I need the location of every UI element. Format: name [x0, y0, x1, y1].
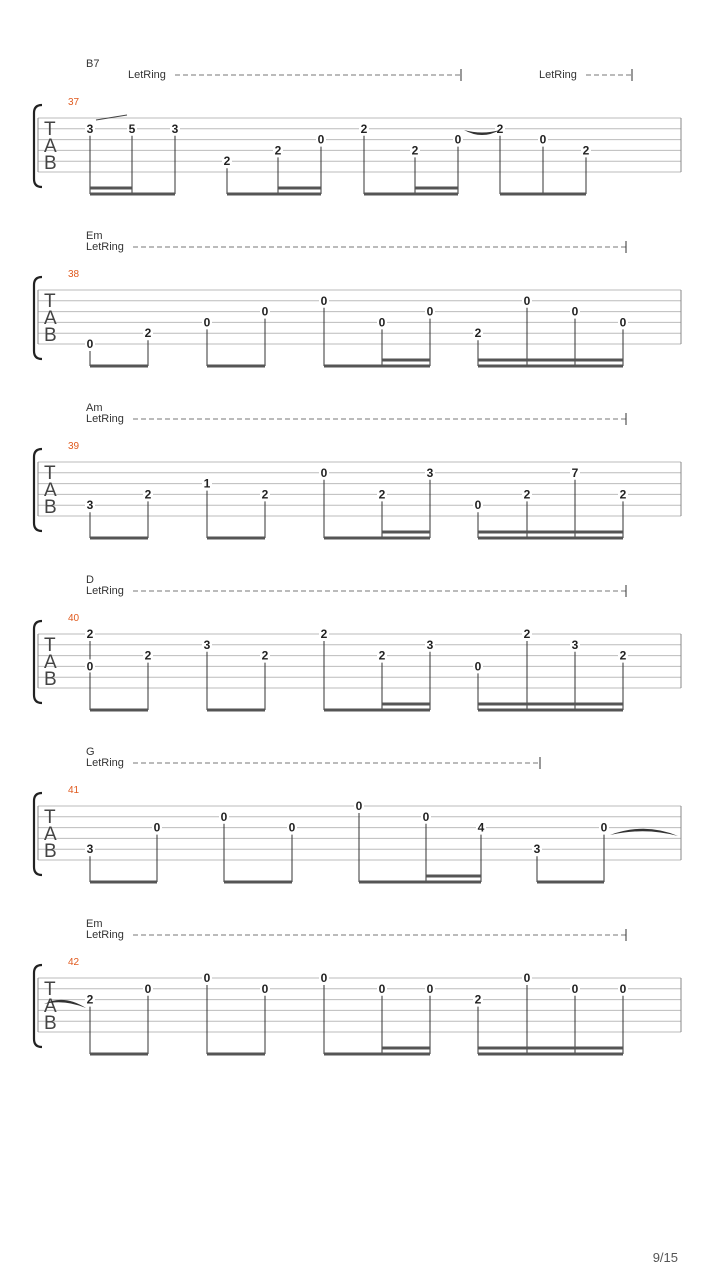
beam-secondary — [478, 359, 623, 362]
chord-name: G — [86, 746, 95, 758]
fret-number: 0 — [203, 315, 211, 330]
fret-number: 3 — [203, 637, 211, 652]
fret-number: 0 — [454, 132, 462, 147]
let-ring-label: LetRing — [128, 69, 166, 81]
fret-number: 0 — [619, 981, 627, 996]
chord-name: Em — [86, 230, 103, 242]
beam — [478, 1053, 623, 1056]
fret-number: 0 — [539, 132, 547, 147]
beam — [207, 537, 265, 540]
let-ring-label: LetRing — [86, 241, 124, 253]
beam — [478, 537, 623, 540]
fret-number: 3 — [86, 121, 94, 136]
tab-clef-letter: B — [44, 497, 57, 518]
beam — [90, 193, 175, 196]
beam — [227, 193, 321, 196]
fret-number: 0 — [474, 659, 482, 674]
beam-secondary — [278, 187, 321, 190]
beam — [324, 1053, 430, 1056]
fret-number: 2 — [411, 143, 419, 158]
tab-clef-letter: A — [44, 480, 57, 501]
beam — [224, 881, 292, 884]
beam — [478, 709, 623, 712]
beam — [364, 193, 458, 196]
fret-number: 0 — [203, 971, 211, 985]
fret-number: 2 — [523, 487, 531, 502]
fret-number: 5 — [128, 121, 136, 136]
beam — [207, 1053, 265, 1056]
tab-clef-letter: B — [44, 1013, 57, 1034]
fret-number: 2 — [144, 648, 152, 663]
tab-clef-letter: A — [44, 824, 57, 845]
fret-number: 0 — [355, 799, 363, 813]
beam-secondary — [478, 703, 623, 706]
fret-number: 0 — [571, 304, 579, 319]
fret-number: 3 — [426, 465, 434, 480]
fret-number: 0 — [320, 971, 328, 985]
chord-name: Em — [86, 918, 103, 930]
measure-number: 38 — [68, 269, 80, 280]
fret-number: 2 — [144, 487, 152, 502]
let-ring-label: LetRing — [86, 585, 124, 597]
beam — [90, 881, 157, 884]
fret-number: 2 — [86, 627, 94, 641]
fret-number: 0 — [288, 820, 296, 835]
fret-number: 2 — [523, 627, 531, 641]
fret-number: 2 — [360, 121, 368, 136]
fret-number: 0 — [523, 293, 531, 308]
fret-number: 1 — [203, 476, 211, 491]
measure-number: 42 — [68, 957, 80, 968]
beam — [359, 881, 481, 884]
fret-number: 0 — [571, 981, 579, 996]
fret-number: 3 — [571, 637, 579, 652]
beam — [90, 709, 148, 712]
fret-number: 4 — [477, 820, 485, 835]
fret-number: 0 — [378, 981, 386, 996]
fret-number: 0 — [220, 809, 228, 824]
fret-number: 0 — [523, 971, 531, 985]
beam — [207, 709, 265, 712]
beam — [207, 365, 265, 368]
tab-clef-letter: B — [44, 841, 57, 862]
fret-number: 0 — [600, 820, 608, 835]
fret-number: 0 — [474, 498, 482, 513]
measure-number: 37 — [68, 97, 80, 108]
beam — [90, 365, 148, 368]
measure-number: 39 — [68, 441, 80, 452]
beam-secondary — [90, 187, 132, 190]
fret-number: 0 — [422, 809, 430, 824]
fret-number: 2 — [378, 487, 386, 502]
fret-number: 0 — [317, 132, 325, 147]
tab-clef-letter: A — [44, 136, 57, 157]
fret-number: 2 — [261, 648, 269, 663]
beam-secondary — [382, 703, 430, 706]
tab-clef-letter: A — [44, 652, 57, 673]
fret-number: 2 — [223, 154, 231, 169]
fret-number: 0 — [426, 981, 434, 996]
measure-number: 41 — [68, 785, 80, 796]
fret-number: 0 — [619, 315, 627, 330]
fret-number: 2 — [474, 992, 482, 1007]
fret-number: 3 — [86, 842, 94, 857]
tab-clef-letter: T — [44, 635, 56, 656]
let-ring-label: LetRing — [86, 929, 124, 941]
fret-number: 3 — [533, 842, 541, 857]
fret-number: 0 — [86, 337, 94, 351]
beam-secondary — [382, 1047, 430, 1050]
tab-clef-letter: A — [44, 308, 57, 329]
beam — [90, 537, 148, 540]
fret-number: 2 — [496, 121, 504, 136]
chord-name: Am — [86, 402, 103, 414]
tab-clef-letter: T — [44, 119, 56, 140]
beam-secondary — [478, 1047, 623, 1050]
chord-name: B7 — [86, 58, 100, 70]
fret-number: 0 — [261, 304, 269, 319]
fret-number: 0 — [426, 304, 434, 319]
tab-clef-letter: T — [44, 979, 56, 1000]
fret-number: 2 — [619, 648, 627, 663]
fret-number: 0 — [144, 981, 152, 996]
fret-number: 7 — [571, 465, 579, 480]
fret-number: 2 — [582, 143, 590, 158]
fret-number: 3 — [426, 637, 434, 652]
fret-number: 0 — [153, 820, 161, 835]
tab-clef-letter: B — [44, 325, 57, 346]
beam — [324, 709, 430, 712]
fret-number: 3 — [86, 498, 94, 513]
tab-clef-letter: B — [44, 153, 57, 174]
fret-number: 2 — [619, 487, 627, 502]
chord-name: D — [86, 574, 94, 586]
beam-secondary — [426, 875, 481, 878]
let-ring-label: LetRing — [86, 413, 124, 425]
beam-secondary — [478, 531, 623, 534]
fret-number: 2 — [474, 326, 482, 341]
fret-number: 0 — [378, 315, 386, 330]
tab-clef-letter: B — [44, 669, 57, 690]
tab-clef-letter: A — [44, 996, 57, 1017]
tab-clef-letter: T — [44, 463, 56, 484]
page-number: 9/15 — [652, 1250, 678, 1265]
fret-number: 2 — [86, 992, 94, 1007]
beam — [324, 365, 430, 368]
beam — [500, 193, 586, 196]
tab-clef-letter: T — [44, 807, 56, 828]
fret-number: 0 — [86, 659, 94, 674]
fret-number: 3 — [171, 121, 179, 136]
tab-clef-letter: T — [44, 291, 56, 312]
fret-number: 0 — [261, 981, 269, 996]
fret-number: 2 — [274, 143, 282, 158]
tie-mark — [610, 829, 678, 836]
fret-number: 2 — [144, 326, 152, 341]
beam — [478, 365, 623, 368]
fret-number: 2 — [320, 627, 328, 641]
fret-number: 0 — [320, 293, 328, 308]
tie-mark — [464, 130, 500, 135]
beam — [537, 881, 604, 884]
beam-secondary — [382, 531, 430, 534]
beam-secondary — [415, 187, 458, 190]
measure-number: 40 — [68, 613, 80, 624]
fret-number: 2 — [261, 487, 269, 502]
fret-number: 2 — [378, 648, 386, 663]
fret-number: 0 — [320, 465, 328, 480]
let-ring-label: LetRing — [86, 757, 124, 769]
beam — [324, 537, 430, 540]
beam — [90, 1053, 148, 1056]
let-ring-label: LetRing — [539, 69, 577, 81]
beam-secondary — [382, 359, 430, 362]
